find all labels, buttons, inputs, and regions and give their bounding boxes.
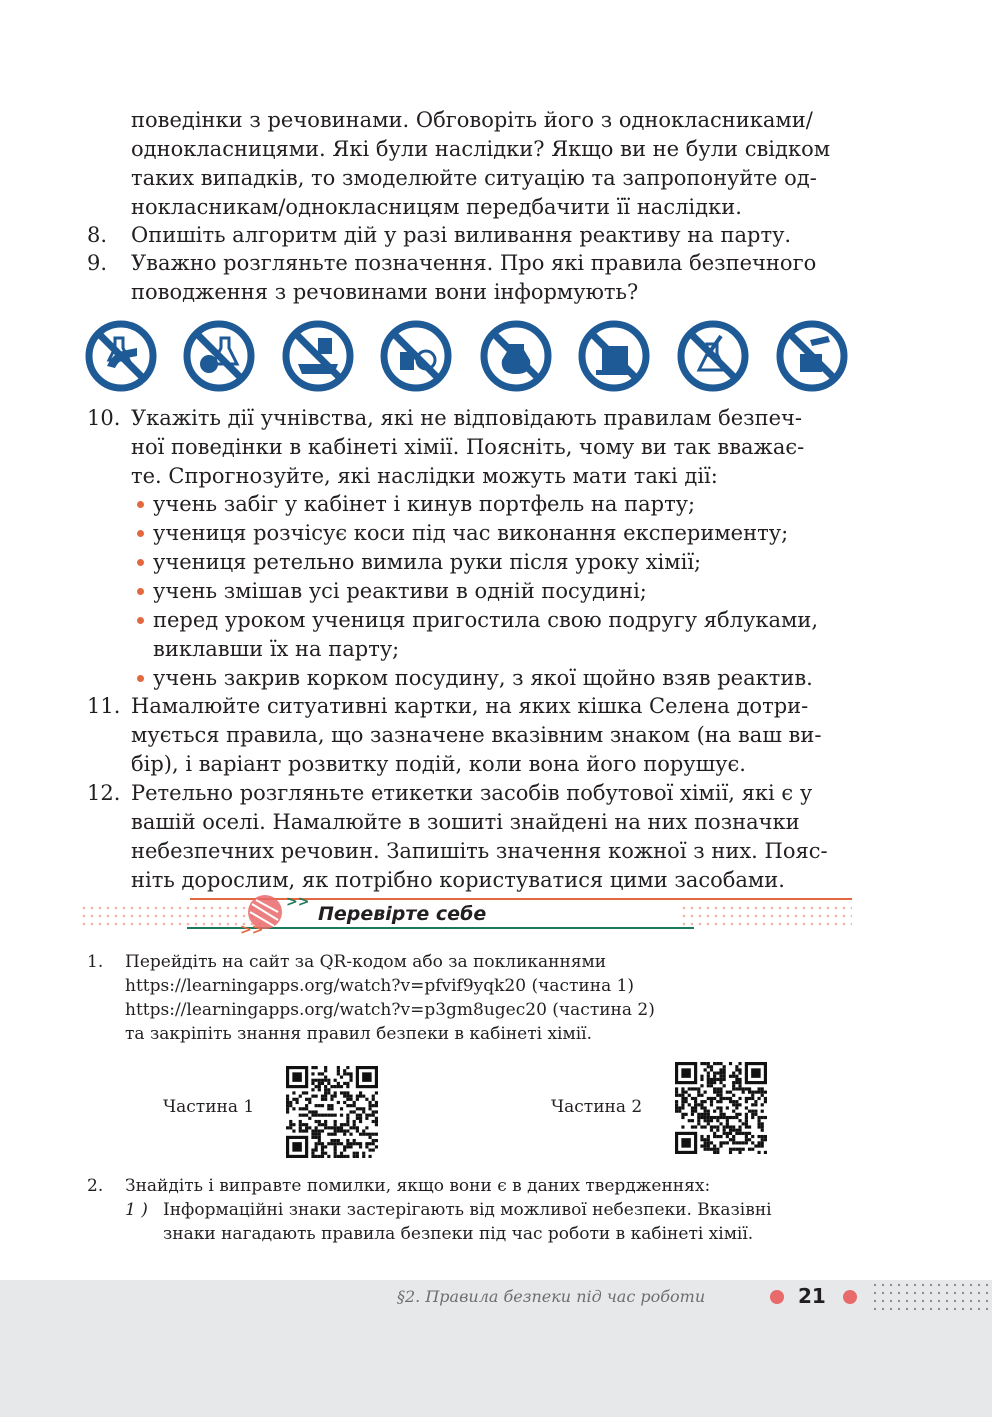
footer-dot-left (770, 1290, 784, 1304)
list-item: учень закрив корком посудину, з якої щойно взяв реактив. (153, 666, 813, 690)
intro-line-1: поведінки з речовинами. Обговоріть його з однокласниками/ (131, 108, 813, 132)
intro-line-4: нокласникам/однокласницям передбачити її наслідки. (131, 195, 742, 219)
check-2-number: 2. (87, 1176, 104, 1196)
page-footer (0, 1280, 992, 1417)
qr-2-label: Частина 2 (551, 1097, 643, 1117)
qr-1-label: Частина 1 (163, 1097, 255, 1117)
task-9-number: 9. (87, 251, 108, 275)
no-smelling-directly-icon (480, 320, 552, 392)
task-11-number: 11. (87, 694, 121, 718)
check-1-number: 1. (87, 952, 104, 972)
page-number: 21 (798, 1284, 826, 1308)
task-12-line-4: ніть дорослим, як потрібно користуватися цими засобами. (131, 868, 785, 892)
qr-code-part-1[interactable] (286, 1066, 378, 1158)
no-heating-closed-vessel-icon (578, 320, 650, 392)
list-item: учень забіг у кабінет і кинув портфель на парту; (153, 492, 696, 516)
bullet-dot (137, 530, 144, 537)
task-11-line-3: бір), і варіант розвитку подій, коли вона його порушує. (131, 752, 746, 776)
footer-dot-pattern (872, 1282, 990, 1310)
footer-dot-right (843, 1290, 857, 1304)
bullet-dot (137, 501, 144, 508)
check-1-link-2[interactable]: https://learningapps.org/watch?v=p3gm8ugec20 (частина 2) (125, 1000, 655, 1020)
no-touching-chemicals-icon (85, 320, 157, 392)
list-item: учень змішав усі реактиви в одній посудині; (153, 579, 647, 603)
task-9-line-2: поводження з речовинами вони інформують? (131, 280, 639, 304)
no-returning-reagents-icon (776, 320, 848, 392)
no-pipetting-by-mouth-icon (677, 320, 749, 392)
task-12-line-3: небезпечних речовин. Запишіть значення кожної з них. Пояс- (131, 839, 828, 863)
check-2-sub-line-1: Інформаційні знаки застерігають від можливої небезпеки. Вказівні (163, 1200, 772, 1220)
task-9-line-1: Уважно розгляньте позначення. Про які правила безпечного (131, 251, 817, 275)
svg-text:>>: >> (286, 894, 310, 910)
task-11-line-2: мується правила, що зазначене вказівним знаком (на ваш ви- (131, 723, 822, 747)
intro-line-3: таких випадків, то змоделюйте ситуацію та запропонуйте од- (131, 166, 817, 190)
task-8-text: Опишіть алгоритм дій у разі виливання реактиву на парту. (131, 223, 792, 247)
task-10-line-2: ної поведінки в кабінеті хімії. Поясніть, чому ви так вважає- (131, 435, 805, 459)
no-tasting-chemicals-icon (380, 320, 452, 392)
check-2-sub-number: 1 ) (125, 1200, 148, 1220)
list-item: перед уроком учениця пригостила свою подругу яблуками, (153, 608, 819, 632)
task-10-line-1: Укажіть дії учнівства, які не відповідають правилам безпеч- (131, 406, 803, 430)
check-1-line-1: Перейдіть на сайт за QR-кодом або за покликаннями (125, 952, 607, 972)
bullet-dot (137, 675, 144, 682)
intro-line-2: однокласницями. Які були наслідки? Якщо ви не були свідком (131, 137, 831, 161)
svg-text:>>: >> (240, 922, 264, 938)
footer-section-title: §2. Правила безпеки під час роботи (397, 1287, 706, 1306)
check-1-line-4: та закріпіть знання правил безпеки в кабінеті хімії. (125, 1024, 592, 1044)
task-12-line-1: Ретельно розгляньте етикетки засобів побутової хімії, які є у (131, 781, 813, 805)
check-1-link-1[interactable]: https://learningapps.org/watch?v=pfvif9yqk20 (частина 1) (125, 976, 635, 996)
no-food-in-lab-icon (183, 320, 255, 392)
task-8-number: 8. (87, 223, 108, 247)
section-title: Перевірте себе (318, 903, 487, 925)
task-11-line-1: Намалюйте ситуативні картки, на яких кішка Селена дотри- (131, 694, 809, 718)
check-2-sub-line-2: знаки нагадають правила безпеки під час роботи в кабінеті хімії. (163, 1224, 754, 1244)
task-12-line-2: вашій оселі. Намалюйте в зошиті знайдені на них позначки (131, 810, 800, 834)
bullet-dot (137, 588, 144, 595)
qr-code-part-2[interactable] (675, 1062, 767, 1154)
list-item: учениця ретельно вимила руки після уроку хімії; (153, 550, 702, 574)
task-10-number: 10. (87, 406, 121, 430)
list-item: учениця розчісує коси під час виконання експерименту; (153, 521, 789, 545)
no-pouring-into-sink-icon (282, 320, 354, 392)
list-item-continuation: виклавши їх на парту; (153, 637, 400, 661)
bullet-dot (137, 617, 144, 624)
task-10-line-3: те. Спрогнозуйте, які наслідки можуть мати такі дії: (131, 464, 718, 488)
check-2-line-1: Знайдіть і виправте помилки, якщо вони є в даних твердженнях: (125, 1176, 711, 1196)
task-12-number: 12. (87, 781, 121, 805)
bullet-dot (137, 559, 144, 566)
